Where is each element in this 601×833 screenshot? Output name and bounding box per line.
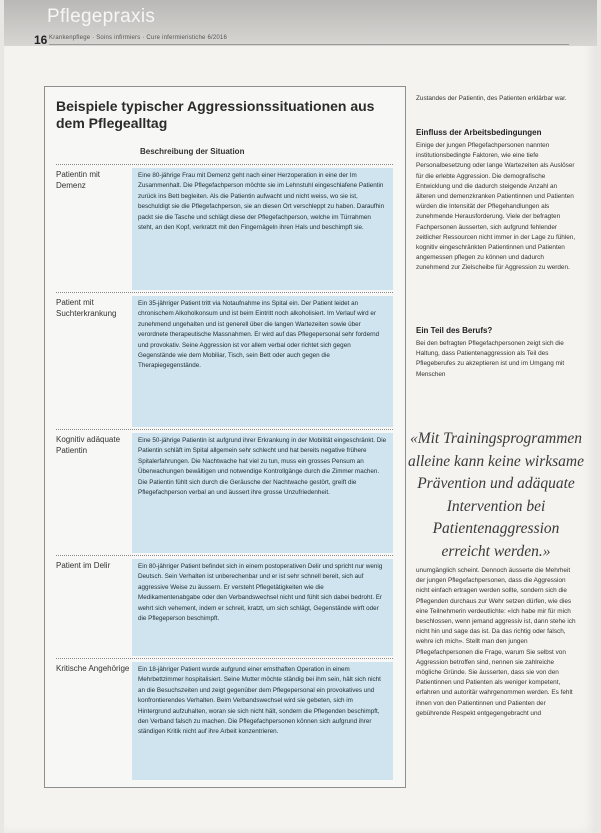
row-label: Patient mit Suchterkrankung [56,298,117,318]
magazine-page [4,0,597,833]
row-description: Eine 50-jährige Patientin ist aufgrund ihrer Erkrankung in der Mobilität eingeschränkt. Die Patientin schläft im Spital allgemein sehr schlecht und hat bereits negative frühere Spitalerfahrungen. Die Nachtwache hat viel zu tun, muss ein grosses Pensum an Überwachungen bewältigen und notwendige Kontrollgänge durch die Zimmer machen. Die Patientin fühlt sich durch die Geräusche der Nachtwache gestört, greift die Pflegefachperson verbal an und äussert ihre grosse Unzufriedenheit. [132,433,393,553]
section-heading: Ein Teil des Berufs? [416,326,493,335]
table-row [56,658,393,783]
page-number: 16 [34,33,48,47]
info-box [44,86,406,788]
intro-text: Zustandes der Patientin, des Patienten erklärbar war. [416,95,567,102]
section-heading: Einfluss der Arbeitsbedingungen [416,128,542,137]
table-row [56,429,393,556]
row-label: Kritische Angehörige [56,664,130,673]
column-header: Beschreibung der Situation [140,147,245,156]
running-head: Krankenpflege · Soins infirmiers · Cure infermieristiche 6/2016 [49,35,228,41]
body-text: Einige der jungen Pflegefachpersonen nannten institutionsbedingte Faktoren, wie eine tiefe Personalbesetzung oder lange Wartezeiten als Auslöser für die erlebte Aggression. Die demografische Entwicklung und die dadurch steigende Anzahl an älteren und demenzkranken Patientinnen und Patienten würden die Intensität der Pflegehandlungen als zunehmende Herausforderung. Viele der befragten Fachpersonen äusserten, sich aufgrund fehlender zeitlicher Ressourcen nicht immer in der Lage zu fühlen, kognitiv eingeschränkten Patientinnen und Patienten angemessen pflegen zu können und dadurch zunehmend zur Zielscheibe für Aggression zu werden. [416,142,576,272]
masthead [4,0,597,46]
header-rule [49,44,569,45]
table-row [56,555,393,659]
table-row [56,164,393,293]
box-title: Beispiele typischer Aggressionssituationen aus dem Pflegealltag [56,98,375,131]
table-row [56,292,393,430]
row-description: Ein 80-jähriger Patient befindet sich in einem postoperativen Delir und spricht nur wenig Deutsch. Sein Verhalten ist unberechenbar und er ist sehr schnell bereit, sich auf aggressive Weise zu äussern. Er versteht Pflegetätigkeiten wie die Medikamentenabgabe oder den Verbandswechsel nicht und fühlt sich dabei bedroht. Er wehrt sich vehement, indem er schreit, kratzt, um sich schlägt, Gegenstände wirft oder die Pflegeperson beschimpft. [132,559,393,656]
row-label: Kognitiv adäquate Patientin [56,435,121,455]
row-description: Ein 35-jähriger Patient tritt via Notaufnahme ins Spital ein. Der Patient leidet an chronischem Alkoholkonsum und ist beim Eintritt noch alkoholisiert. Im Verlauf wird er zunehmend ungehalten und ist generell über die langen Wartezeiten sowie über verordnete therapeutische Massnahmen. Er wird auf das Pflegepersonal sehr fordernd und provokativ. Seine Aggression ist vor allem verbal oder richtet sich gegen Gegenstände wie dem Mobiliar, Tisch, sein Bett oder auch gegen die Therapiegegenstände. [132,296,393,427]
pull-quote: «Mit Trainingsprogrammen alleine kann keine wirksame Prävention und adäquate Intervention bei Patientenaggression erreicht werden.» [407,430,585,560]
row-description: Ein 18-jähriger Patient wurde aufgrund einer ernsthaften Operation in einem Mehrbettzimmer hospitalisiert. Seine Mutter möchte ständig bei ihm sein, hält sich nicht an die Besuchszeiten und zeigt gegenüber dem Pflegepersonal ein provokatives und konfrontierendes Verhalten. Beim Verbandswechsel wird sie gebeten, sich im Hintergrund aufzuhalten, woran sie sich nicht hält, sondern die Pflegenden beschimpft, den Verband falsch zu machen. Die Pflegefachpersonen können sich aufgrund ihrer ständigen Kritik nicht auf ihre Arbeit konzentrieren. [132,662,393,780]
body-text: unumgänglich scheint. Dennoch äusserte die Mehrheit der jungen Pflegefachpersonen, dass die Aggression nicht einfach ertragen werden sollte, sondern sich die Pflegenden durchaus zur Wehr setzen dürfen, wie dies eine Teilnehmerin verdeutlichte: «Ich habe mir für mich beschlossen, wenn jemand aggressiv ist, dann stehe ich nicht hin und sage das ist. Da das richtig oder falsch, wehre ich mich». Stellt man den jungen Pflegefachpersonen die Frage, warum Sie selbst von Aggression betroffen sind, nennen sie zahlreiche mögliche Gründe. Sie äusserten, dass sie von den Patientinnen und Patienten als weniger kompetent, erfahren und autoritär wahrgenommen werden. Es fehlt ihnen von den Patientinnen und Patienten der gebührende Respekt entgegengebracht und [416,567,576,717]
row-description: Eine 80-jährige Frau mit Demenz geht nach einer Herzoperation in eine der Im Zusammenhalt. Die Pflegefachperson möchte sie im Lehnstuhl eingeschlafene Patientin zurück ins Bett begleiten. Als die Patientin aufwacht und nicht weiss, wo sie ist, beschuldigt sie die Pflegefachperson, sie an diesen Ort verschleppt zu haben. Daraufhin packt sie die Tasche und schlägt diese der Pflegefachperson, welche im Türrahmen steht, an den Kopf, verkratzt mit den Fingernägeln ihren Hals und beschimpft sie. [132,168,393,290]
body-text: Bei den befragten Pflegefachpersonen zeigt sich die Haltung, dass Patientenaggression als Teil des Pflegeberufes zu akzeptieren ist und im Umgang mit Menschen [416,340,565,378]
row-label: Patientin mit Demenz [56,170,101,190]
row-label: Patient im Delir [56,561,111,570]
magazine-title: Pflegepraxis [47,6,156,27]
